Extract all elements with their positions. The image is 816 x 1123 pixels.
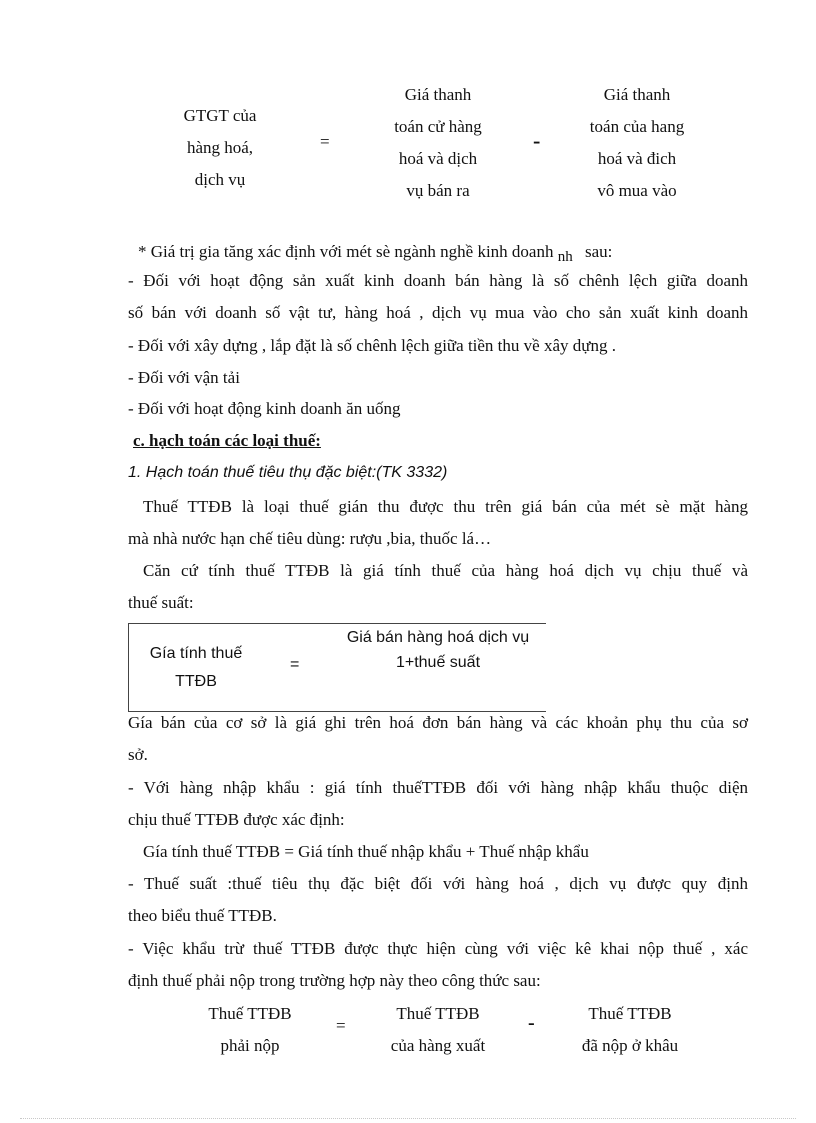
formula-text: dịch vụ <box>194 170 246 189</box>
paragraph-line: định thuế phải nộp trong trường hợp này theo công thức sau: <box>128 971 541 990</box>
formula-text: TTĐB <box>175 673 217 690</box>
subsection-heading: 1. Hạch toán thuế tiêu thụ đặc biệt:(TK 3332) <box>128 464 448 481</box>
fraction-denominator: 1+thuế suất <box>395 654 481 671</box>
formula-ttdb-left <box>140 640 252 696</box>
section-heading: c. hạch toán các loại thuế: <box>133 431 321 450</box>
minus-sign: - <box>533 128 541 153</box>
formula-text: hàng hoá, <box>186 138 254 157</box>
formula-text: Thuế TTĐB <box>396 1004 480 1023</box>
paragraph-line: Gía bán của cơ sở là giá ghi trên hoá đơn bán hàng và các khoản phụ thu của sơ <box>128 713 748 732</box>
box-left-border <box>128 623 129 711</box>
formula-text: Thuế TTĐB <box>588 1004 672 1023</box>
formula-text: vụ bán ra <box>406 181 470 200</box>
paragraph-line: theo biểu thuế TTĐB. <box>128 906 277 925</box>
minus-sign: - <box>528 1012 535 1034</box>
formula-text: Thuế TTĐB <box>208 1004 292 1023</box>
text-span: sau: <box>584 242 613 261</box>
paragraph-line: - Đối với xây dựng , lắp đặt là số chênh lệch giữa tiền thu về xây dựng . <box>128 336 616 355</box>
paragraph-line: - Với hàng nhập khẩu : giá tính thuếTTĐB đối với hàng nhập khẩu thuộc diện <box>128 778 748 797</box>
formula-text: toán cử hàng <box>394 117 482 136</box>
paragraph-line: thuế suất: <box>128 593 194 612</box>
formula-gtgt-middle <box>368 79 508 207</box>
formula-text: hoá và đich <box>597 149 677 168</box>
paragraph-line: - Thuế suất :thuế tiêu thụ đặc biệt đối với hàng hoá , dịch vụ được quy định <box>128 874 748 893</box>
text-span: * Giá trị gia tăng xác định với mét sè ngành nghề kinh doanh <box>138 242 554 261</box>
paragraph-line: sở. <box>128 745 148 764</box>
formula-gtgt-left <box>150 100 290 196</box>
formula-text: đã nộp ở khâu <box>581 1036 679 1055</box>
fraction-numerator: Giá bán hàng hoá dịch vụ <box>346 629 530 646</box>
formula-text: Gía tính thuế <box>149 645 243 662</box>
formula-text: của hàng xuất <box>390 1036 486 1055</box>
formula-gtgt-right <box>567 79 707 207</box>
paragraph-line: Gía tính thuế TTĐB = Giá tính thuế nhập khẩu + Thuế nhập khẩu <box>143 842 589 861</box>
formula-text: vô mua vào <box>597 181 677 200</box>
paragraph-line: - Đối với hoạt động kinh doanh ăn uống <box>128 399 401 418</box>
formula-text: hoá và dịch <box>398 149 478 168</box>
text-span: nh <box>557 249 573 265</box>
equals-sign: = <box>320 132 330 151</box>
formula-payable-right <box>560 998 700 1062</box>
paragraph-line: mà nhà nước hạn chế tiêu dùng: rượu ,bia, thuốc lá… <box>128 529 492 548</box>
formula-text: phải nộp <box>220 1036 280 1055</box>
formula-text: toán của hang <box>589 117 685 136</box>
equals-sign: = <box>290 656 300 673</box>
formula-text: Giá thanh <box>603 85 671 104</box>
formula-text: GTGT của <box>183 106 257 125</box>
paragraph-line: số bán với doanh số vật tư, hàng hoá , dịch vụ mua vào cho sản xuất kinh doanh <box>128 303 748 322</box>
paragraph-line: - Việc khẩu trừ thuế TTĐB được thực hiện cùng với việc kê khai nộp thuế , xác <box>128 939 748 958</box>
paragraph-line: - Đối với vận tải <box>128 368 240 387</box>
paragraph-line: Thuế TTĐB là loại thuế gián thu được thu trên giá bán của mét sè mặt hàng <box>143 497 748 516</box>
page-footer-rule <box>20 1118 796 1119</box>
formula-payable-middle <box>368 998 508 1062</box>
equals-sign: = <box>336 1016 346 1035</box>
formula-text: Giá thanh <box>404 85 472 104</box>
paragraph-line: Căn cứ tính thuế TTĐB là giá tính thuế của hàng hoá dịch vụ chịu thuế và <box>143 561 748 580</box>
formula-payable-left <box>180 998 320 1062</box>
paragraph-line: - Đối với hoạt động sản xuất kinh doanh bán hàng là số chênh lệch giữa doanh <box>128 271 748 290</box>
paragraph-line: chịu thuế TTĐB được xác định: <box>128 810 345 829</box>
